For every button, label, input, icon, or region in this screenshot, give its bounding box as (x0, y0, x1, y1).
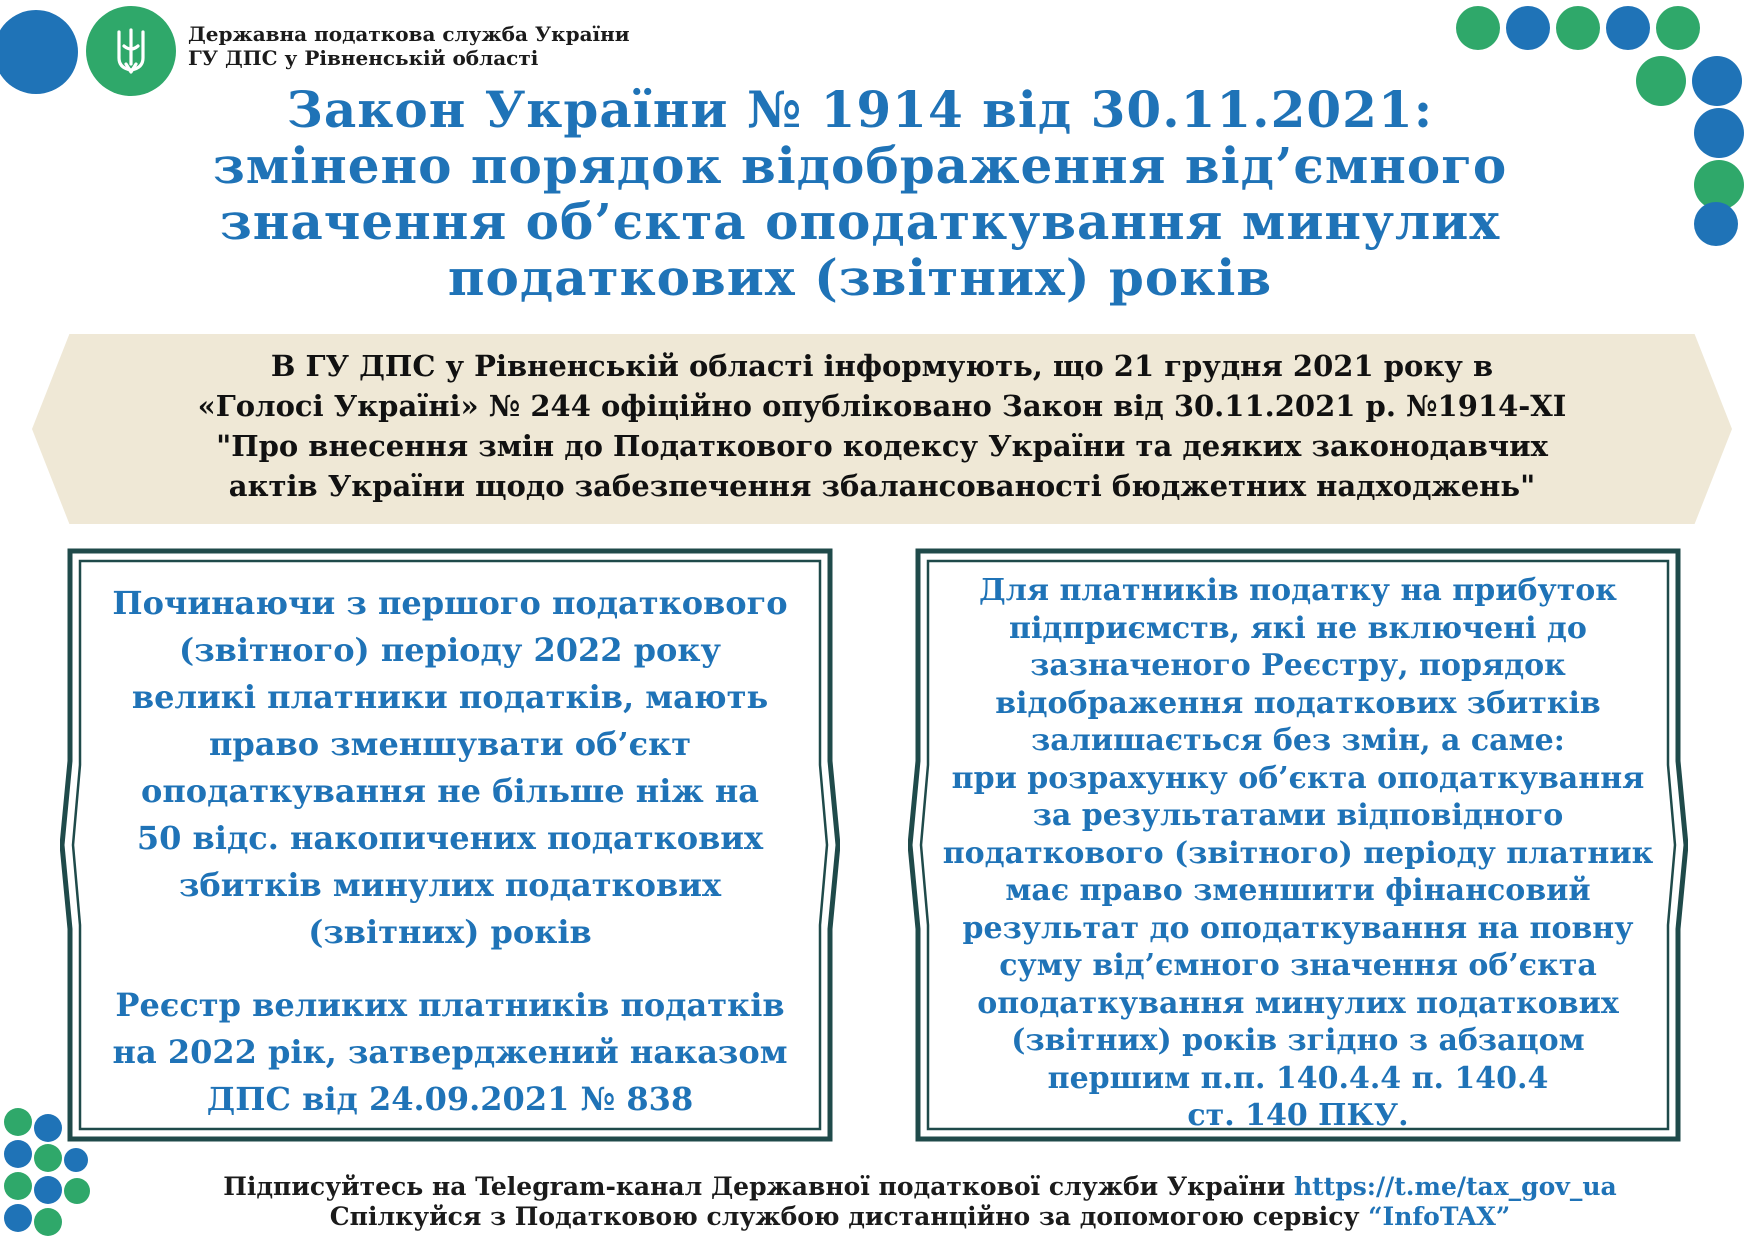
decor-dot (64, 1148, 88, 1172)
decor-dot (34, 1114, 62, 1142)
title-line: податкових (звітних) років (447, 248, 1273, 307)
right-box-text (920, 572, 1676, 1135)
banner-line: «Голосі Україні» № 244 офіційно опубліковано Закон від 30.11.2021 р. №1914-ХІ (197, 389, 1567, 423)
decor-dot (34, 1144, 62, 1172)
right-box-line: має право зменшити фінансовий (1005, 873, 1591, 908)
left-box-line: (звітних) років (308, 913, 592, 951)
paragraph-gap (80, 956, 820, 982)
right-box-line: залишається без змін, а саме: (1031, 723, 1565, 758)
decor-dot (1656, 6, 1700, 50)
decor-dot (1694, 202, 1738, 246)
right-box-line: першим п.п. 140.4.4 п. 140.4 (1047, 1060, 1549, 1096)
decor-dot (1692, 56, 1742, 106)
decor-dot (4, 1204, 32, 1232)
left-box-line: право зменшувати об’єкт (208, 725, 692, 763)
right-box-line: зазначеного Реєстру, порядок (1030, 648, 1566, 683)
decor-dot (64, 1178, 90, 1204)
right-box-line: оподаткування минулих податкових (977, 985, 1619, 1021)
left-box-text (80, 580, 820, 1123)
right-box-line: відображення податкових збитків (995, 685, 1601, 721)
footer-line-telegram (120, 1172, 1720, 1202)
left-box-line: (звітного) періоду 2022 року (179, 631, 721, 669)
right-box-line: Для платників податку на прибуток (979, 573, 1617, 608)
footer-line-infotax (120, 1202, 1720, 1232)
footer-infotax-text: Спілкуйся з Податковою службою дистанційно за допомогою сервісу (329, 1202, 1369, 1231)
decor-dot (34, 1176, 62, 1204)
org-name: Державна податкова служба України (188, 22, 630, 46)
right-box-line: підприємств, які не включені до (1009, 610, 1587, 646)
infotax-link[interactable]: “InfoTAX” (1368, 1202, 1511, 1231)
registry-line: на 2022 рік, затверджений наказом (112, 1033, 788, 1071)
left-box-line: збитків минулих податкових (178, 866, 722, 904)
decor-dot (4, 1108, 32, 1136)
title-line: значення об’єкта оподаткування минулих (219, 192, 1501, 251)
right-box-line: податкового (звітного) періоду платник (942, 835, 1654, 871)
banner-line: В ГУ ДПС у Рівненській області інформують, що 21 грудня 2021 року в (270, 349, 1494, 383)
left-box-line: оподаткування не більше ніж на (141, 772, 759, 810)
right-box-line: ст. 140 ПКУ. (1187, 1098, 1409, 1133)
left-box-line: 50 відс. накопичених податкових (136, 819, 764, 857)
org-header (188, 22, 630, 70)
org-branch: ГУ ДПС у Рівненській області (188, 46, 539, 70)
right-box-line: результат до оподаткування на повну (962, 910, 1634, 946)
banner-line: актів України щодо забезпечення збалансованості бюджетних надходжень" (228, 469, 1536, 503)
right-box-line: суму від’ємного значення об’єкта (999, 948, 1597, 983)
telegram-link[interactable]: https://t.me/tax_gov_ua (1293, 1172, 1617, 1201)
registry-line: Реєстр великих платників податків (115, 986, 785, 1024)
title-line: змінено порядок відображення від’ємного (212, 136, 1508, 195)
decor-dot (1456, 6, 1500, 50)
banner-text (32, 346, 1732, 506)
decor-dot (1694, 108, 1744, 158)
decor-dot (1606, 6, 1650, 50)
left-box-line: Починаючи з першого податкового (112, 584, 788, 622)
footer (120, 1172, 1720, 1232)
right-box-line: (звітних) років згідно з абзацом (1011, 1023, 1585, 1058)
page-title (120, 82, 1600, 306)
registry-line: ДПС від 24.09.2021 № 838 (206, 1080, 694, 1118)
right-box-line: за результатами відповідного (1032, 798, 1564, 833)
footer-telegram-text: Підписуйтесь на Telegram-канал Державної податкової служби України (223, 1172, 1294, 1201)
decor-dot (1556, 6, 1600, 50)
decor-dot (4, 1140, 32, 1168)
decor-dot (34, 1208, 62, 1236)
decor-dot (0, 10, 78, 94)
decor-dot (1506, 6, 1550, 50)
right-box-line: при розрахунку об’єкта оподаткування (951, 760, 1645, 796)
decor-dot (1636, 56, 1686, 106)
title-line: Закон України № 1914 від 30.11.2021: (286, 80, 1434, 139)
decor-dot (4, 1172, 32, 1200)
left-box-line: великі платники податків, мають (131, 678, 769, 716)
banner-line: "Про внесення змін до Податкового кодексу України та деяких законодавчих (216, 429, 1548, 463)
